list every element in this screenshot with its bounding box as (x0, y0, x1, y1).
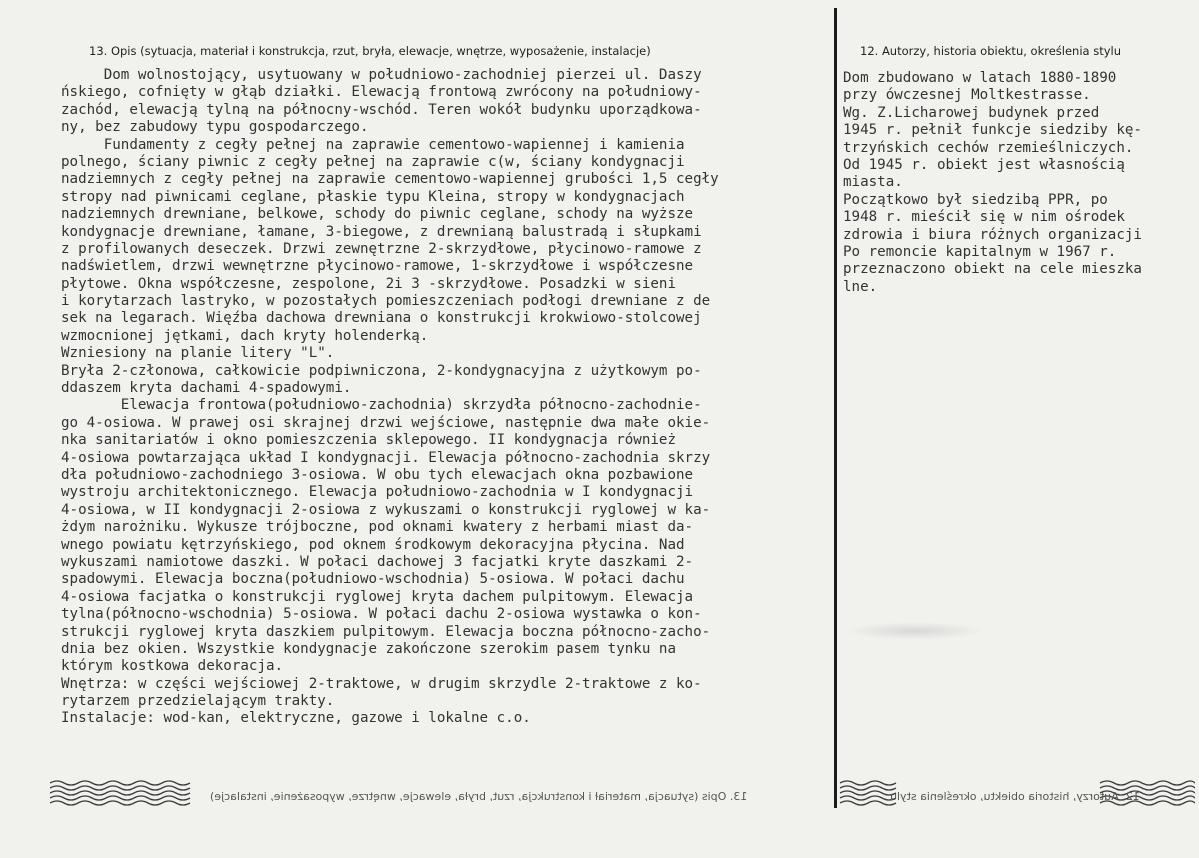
text-line: polnego, ściany piwnic z cegły pełnej na zaprawie c(w, ściany kondygnacji (61, 153, 685, 170)
text-line: miasta. (843, 174, 903, 191)
text-line: przy ówczesnej Moltkestrasse. (843, 87, 1091, 104)
text-line: Instalacje: wod-kan, elektryczne, gazowe i lokalne c.o. (61, 710, 531, 727)
text-line: żdym narożniku. Wykusze trójboczne, pod oknami kwatery z herbami miast da- (61, 519, 694, 536)
text-line: zachód, elewacją tylną na północny-wschód. Teren wokół budynku uporządkowa- (61, 101, 702, 118)
text-line: Od 1945 r. obiekt jest własnością (843, 156, 1125, 173)
paper-stain (845, 622, 985, 640)
text-line: przeznaczono obiekt na cele mieszka (843, 261, 1142, 278)
text-line: wystroju architektonicznego. Elewacja południowo-zachodnia w I kondygnacji (61, 484, 694, 501)
text-line: zdrowia i biura różnych organizacji (843, 226, 1142, 243)
text-line: nka sanitariatów i okno pomieszczenia sklepowego. II kondygnacja również (61, 432, 676, 449)
text-line: z profilowanych deseczek. Drzwi zewnętrzne 2-skrzydłowe, płycinowo-ramowe z (61, 240, 702, 257)
description-section-title: 13. Opis (sytuacja, materiał i konstrukcja, rzut, bryła, elewacje, wnętrze, wyposażenie, instalacje) (89, 44, 651, 58)
text-line: Wg. Z.Licharowej budynek przed (843, 104, 1100, 121)
text-line: ddaszem kryta dachami 4-spadowymi. (61, 380, 352, 397)
text-line: Bryła 2-członowa, całkowicie podpiwniczona, 2-kondygnacyjna z użytkowym po- (61, 362, 702, 379)
text-line: wnego powiatu kętrzyńskiego, pod oknem środkowym dekoracyjna płycina. Nad (61, 536, 685, 553)
text-line: i korytarzach lastryko, w pozostałych pomieszczeniach podłogi drewniane z de (61, 293, 711, 310)
text-line: dła południowo-zachodniego 3-osiowa. W obu tych elewacjach okna pozbawione (61, 466, 694, 483)
history-section-title: 12. Autorzy, historia obiektu, określenia stylu (860, 44, 1122, 58)
text-line: 4-osiowa, w II kondygnacji 2-osiowa z wykuszami o konstrukcji ryglowej w ka- (61, 501, 711, 518)
text-line: sek na legarach. Więźba dachowa drewniana o konstrukcji krokwiowo-stolcowej (61, 310, 702, 327)
text-line: Wnętrza: w części wejściowej 2-traktowe, w drugim skrzydle 2-traktowe z ko- (61, 675, 702, 692)
text-line: 1945 r. pełnił funkcje siedziby kę- (843, 122, 1142, 139)
text-line: nadziemnych z cegły pełnej na zaprawie cementowo-wapiennej grubości 1,5 cegły (61, 171, 719, 188)
text-line: tylna(północno-wschodnia) 5-osiowa. W połaci dachu 2-osiowa wystawka o kon- (61, 606, 702, 623)
text-line: wykuszami namiotowe daszki. W połaci dachowej 3 facjatki kryte daszkami 2- (61, 553, 694, 570)
text-line: trzyńskich cechów rzemieślniczych. (843, 139, 1134, 156)
description-text (61, 67, 833, 728)
text-line: nadziemnych drewniane, belkowe, schody do piwnic ceglane, schody na wyższe (61, 206, 694, 223)
text-line: wzmocnionej jętkami, dach kryty holenderką. (61, 327, 429, 344)
mirrored-history-title: 12. Autorzy, historia obiektu, określenia stylu (890, 790, 1140, 803)
text-line: Wzniesiony na planie litery "L". (61, 345, 335, 362)
text-line: którym kostkowa dekoracja. (61, 658, 284, 675)
text-line: strukcji ryglowej kryta daszkiem pulpitowym. Elewacja boczna północno-zacho- (61, 623, 711, 640)
mirrored-description-title: 13. Opis (sytuacja, materiał i konstrukcja, rzut, bryła, elewacje, wnętrze, wyposażenie, instalacje) (210, 790, 748, 803)
text-line: Początkowo był siedzibą PPR, po (843, 191, 1108, 208)
text-line: ńskiego, cofnięty w głąb działki. Elewacją frontową zwrócony na południowy- (61, 84, 702, 101)
text-line: spadowymi. Elewacja boczna(południowo-wschodnia) 5-osiowa. W połaci dachu (61, 571, 685, 588)
text-line: 4-osiowa powtarzająca układ I kondygnacji. Elewacja północno-zachodnia skrzy (61, 449, 711, 466)
text-line: Fundamenty z cegły pełnej na zaprawie cementowo-wapiennej i kamienia (61, 136, 685, 153)
text-line: 1948 r. mieścił się w nim ośrodek (843, 209, 1125, 226)
text-line: płytowe. Okna współczesne, zespolone, 2i 3 -skrzydłowe. Posadzki w sieni (61, 275, 676, 292)
text-line: Dom wolnostojący, usytuowany w południowo-zachodniej pierzei ul. Daszy (61, 67, 702, 83)
text-line: nadświetlem, drzwi wewnętrzne płycinowo-ramowe, 1-skrzydłowe i współczesne (61, 258, 694, 275)
text-line: Dom zbudowano w latach 1880-1890 (843, 70, 1117, 86)
text-line: kondygnacje drewniane, łamane, 3-biegowe, z drewnianą balustradą i słupkami (61, 223, 702, 240)
text-line: rytarzem przedzielającym trakty. (61, 693, 335, 710)
text-line: Elewacja frontowa(południowo-zachodnia) skrzydła północno-zachodnie- (61, 397, 702, 414)
text-line: 4-osiowa facjatka o konstrukcji ryglowej kryta dachem pulpitowym. Elewacja (61, 588, 694, 605)
text-line: Po remoncie kapitalnym w 1967 r. (843, 243, 1117, 260)
text-line: go 4-osiowa. W prawej osi skrajnej drzwi wejściowe, następnie dwa małe okie- (61, 414, 711, 431)
text-line: stropy nad piwnicami ceglane, płaskie typu Kleina, stropy w kondygnacjach (61, 188, 685, 205)
history-text (843, 70, 1199, 296)
text-line: dnia bez okien. Wszystkie kondygnacje zakończone szerokim pasem tynku na (61, 640, 676, 657)
column-divider (834, 8, 837, 808)
text-line: lne. (843, 278, 878, 295)
text-line: ny, bez zabudowy typu gospodarczego. (61, 119, 369, 136)
